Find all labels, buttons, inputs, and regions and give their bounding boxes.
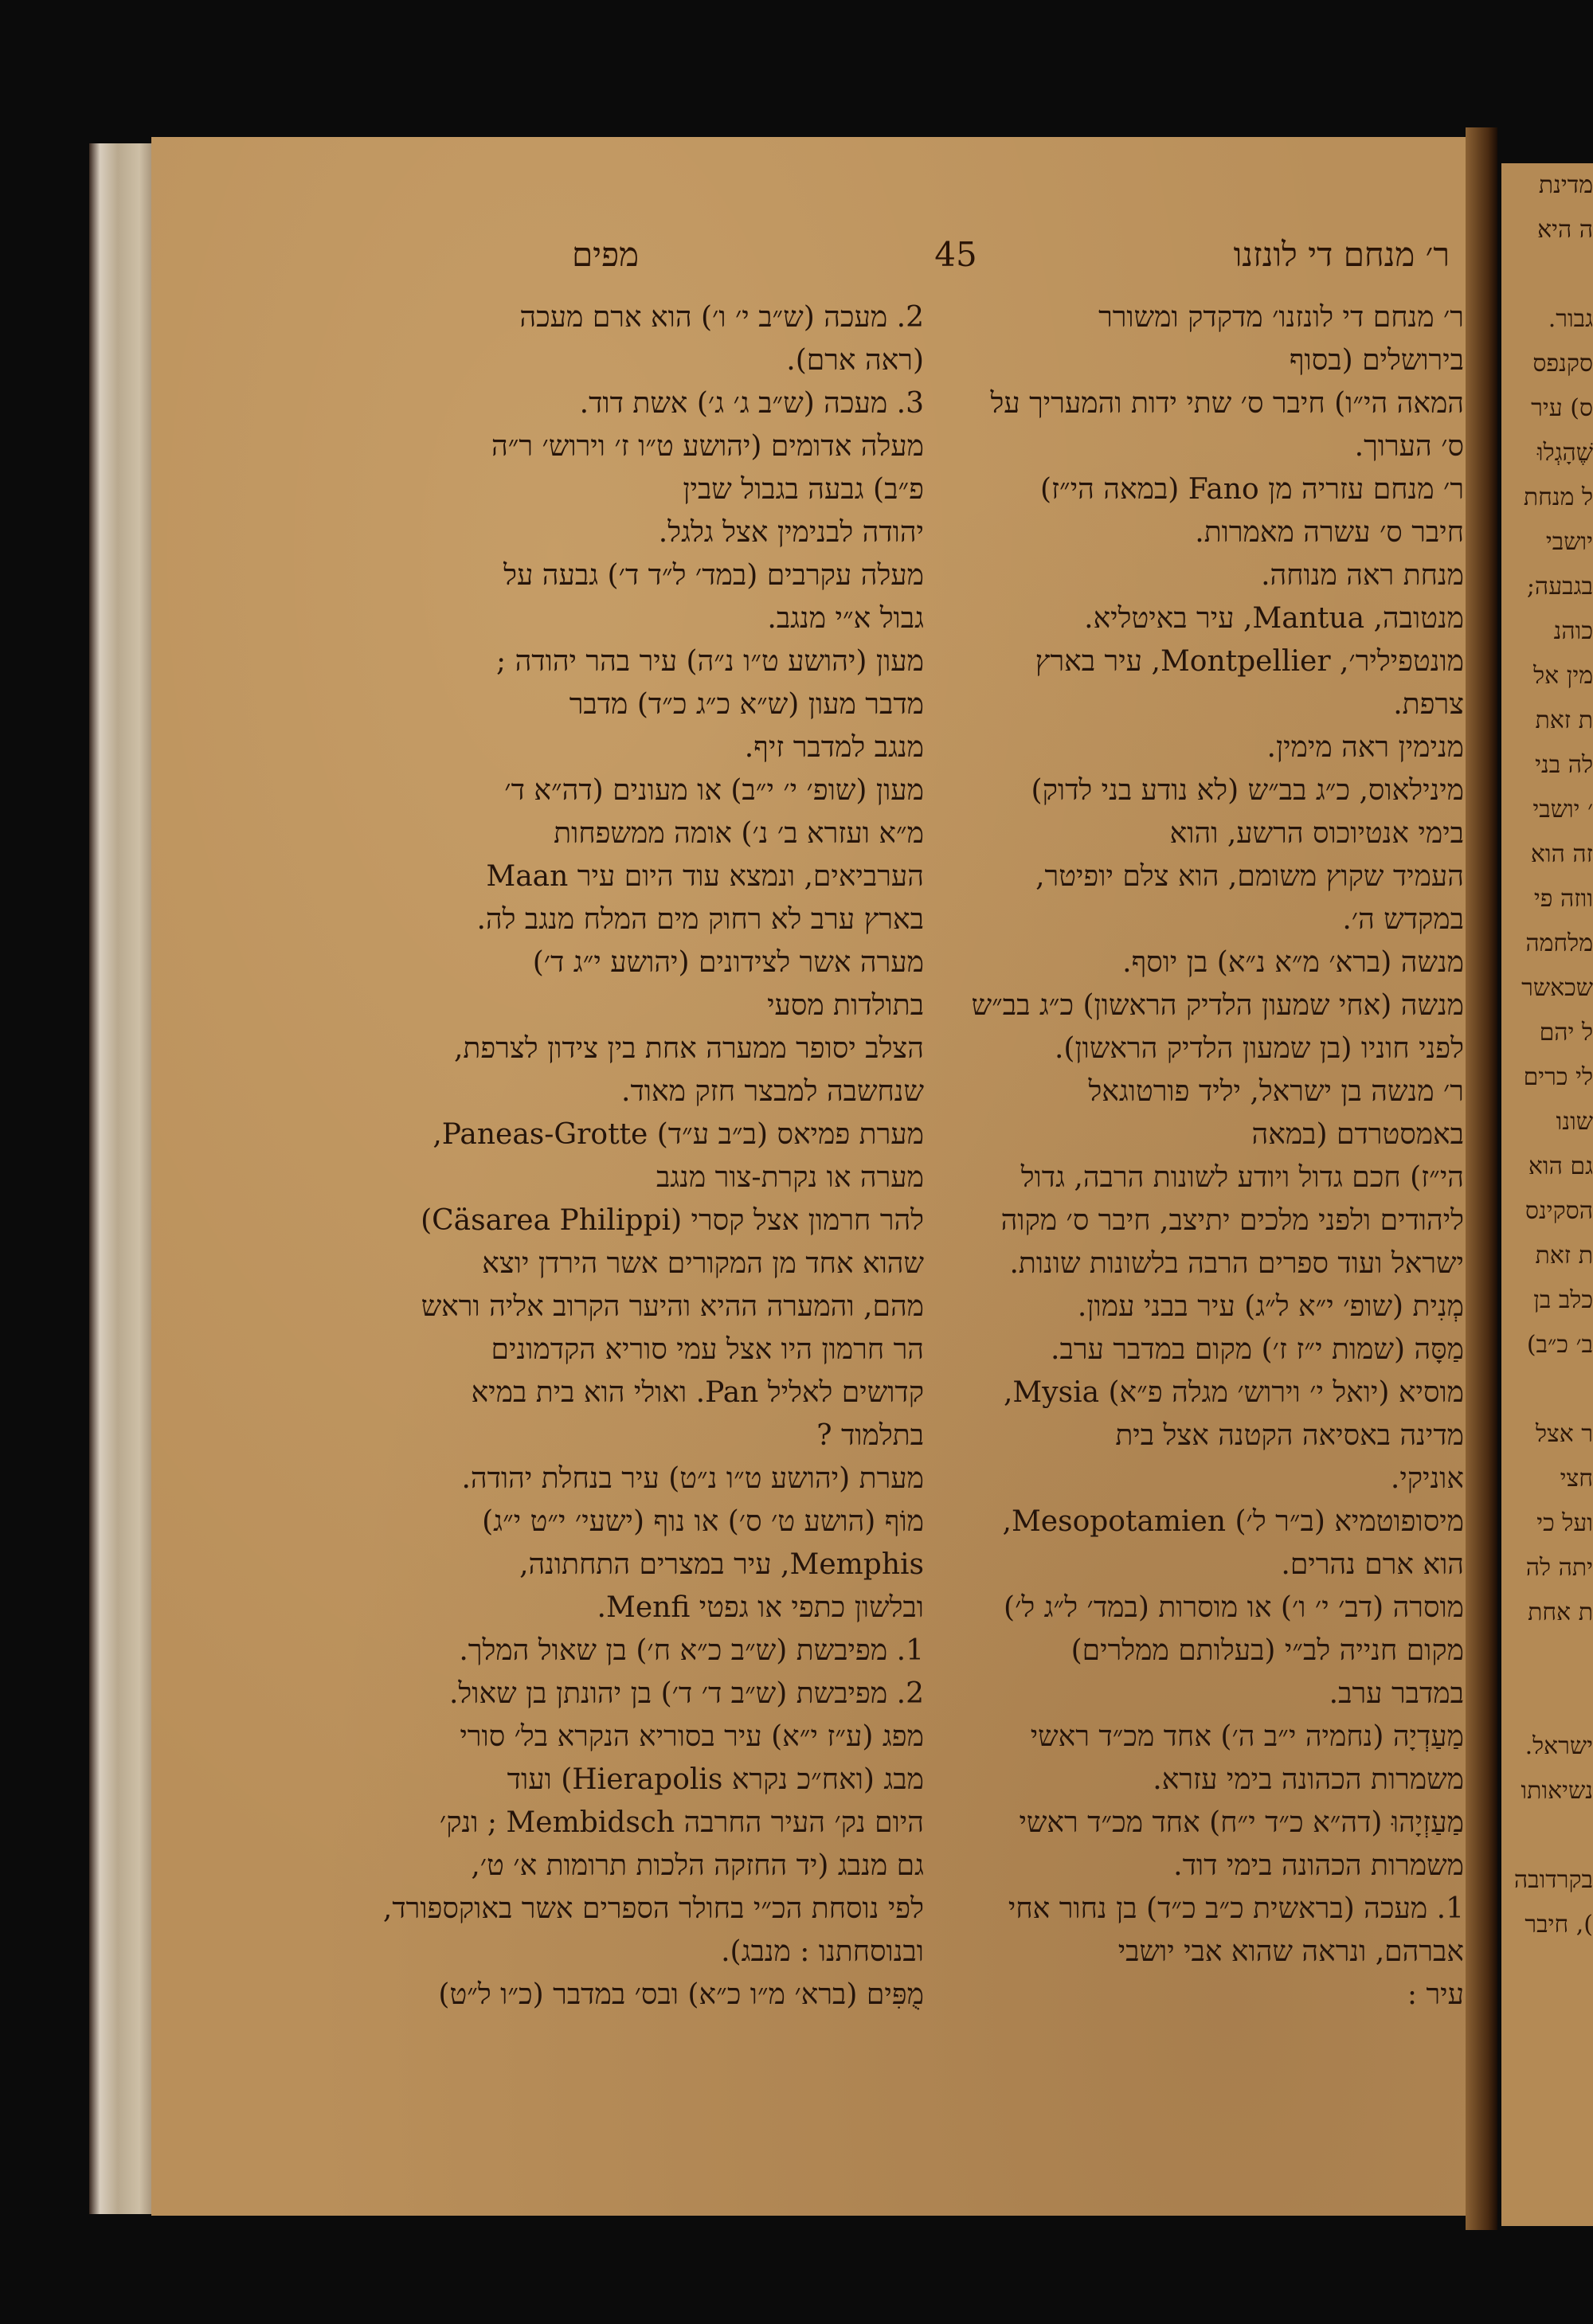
text-line: גם מנבג (יד החזקה הלכות תרומות א׳ ט׳, bbox=[471, 1849, 924, 1882]
text-line: ל מנחת bbox=[1523, 483, 1593, 511]
text-line: 1. מעכה (בראשית כ״ב כ״ד) בן נחור אחי bbox=[1008, 1892, 1464, 1925]
text-line: מנשה (ברא׳ מ״א נ״א) בן יוסף. bbox=[1122, 946, 1464, 979]
text-line: Memphis, עיר במצרים התחתונה, bbox=[519, 1548, 924, 1581]
text-line: מנטובה, Mantua, עיר באיטליא. bbox=[1084, 602, 1464, 635]
text-line: ׳ יושבי bbox=[1532, 796, 1593, 824]
text-line: ר אצל bbox=[1535, 1420, 1593, 1448]
text-line: מקום חנייה לב״י (בעלותם ממלרים) bbox=[1070, 1634, 1464, 1667]
text-line: מַעַזְיָהוּ (דה״א כ״ד י״ח) אחד מכ״ד ראשי bbox=[1019, 1806, 1464, 1839]
text-line: מעון (יהושע ט״ו נ״ה) עיר בהר יהודה ; bbox=[496, 645, 924, 678]
text-line: הוא ארם נהרים. bbox=[1281, 1548, 1464, 1581]
text-line: ובנוסחתנו : מנבג). bbox=[721, 1935, 924, 1968]
text-line: שכאשר bbox=[1521, 974, 1593, 1002]
text-line: ועל כי bbox=[1536, 1509, 1593, 1537]
text-line: ישראל. bbox=[1525, 1732, 1593, 1760]
book-gutter bbox=[1466, 127, 1497, 2230]
text-line: ס׳ הערוך. bbox=[1354, 430, 1464, 463]
text-line: מערה אשר לצידונים (יהושע י״ג ד׳) bbox=[532, 946, 924, 979]
text-line: ובלשון כתפי או גפטי Menfi. bbox=[597, 1591, 924, 1624]
text-line: שנחשבה למבצר חזק מאוד. bbox=[621, 1075, 924, 1108]
text-line: משמרות הכהונה בימי דוד. bbox=[1173, 1849, 1464, 1882]
text-line: מַסָּה (שמות י״ז ז׳) מקום במדבר ערב. bbox=[1051, 1333, 1464, 1366]
text-line: הר חרמון היו אצל עמי סוריא הקדמונים bbox=[491, 1333, 924, 1366]
text-line: לפי נוסחת הכ״י בחולר הספרים אשר באוקספורד, bbox=[382, 1892, 924, 1925]
text-line: בקרדובה bbox=[1513, 1866, 1593, 1894]
text-line: אברהם, ונראה שהוא אבי יושבי bbox=[1117, 1935, 1464, 1968]
text-line: הסקינס bbox=[1525, 1197, 1593, 1225]
text-line: גבור. bbox=[1548, 305, 1593, 333]
text-line: מונטפיליר׳, Montpellier, עיר בארץ bbox=[1035, 645, 1464, 678]
text-line: מפג (ע״ז י״א) עיר בסוריא הנקרא בל׳ סורי bbox=[460, 1720, 924, 1753]
text-line: 1. מפיבשת (ש״ב כ״א ח׳) בן שאול המלך. bbox=[459, 1634, 924, 1667]
text-line: מנגב למדבר זיף. bbox=[744, 731, 924, 764]
text-line: היום נק׳ העיר החרבה Membidsch ; ונק׳ bbox=[439, 1806, 924, 1839]
text-line: זה הוא bbox=[1530, 840, 1593, 868]
text-line: ת זאת bbox=[1535, 1242, 1593, 1270]
text-line: כלב בן bbox=[1533, 1286, 1593, 1314]
text-line: חצי bbox=[1560, 1465, 1593, 1493]
text-line: מין אל bbox=[1533, 662, 1593, 690]
text-line: בגבעה; bbox=[1526, 573, 1593, 601]
text-line: מערה או נקרת-צור מנגב bbox=[656, 1161, 924, 1194]
right-column bbox=[890, 296, 1464, 2017]
text-line: עיר : bbox=[1407, 1978, 1464, 2011]
text-line: המאה הי״ו) חיבר ס׳ שתי ידות והמעריך על bbox=[990, 387, 1464, 420]
text-line: ר׳ מנחם עזריה מן Fano (במאה הי״ז) bbox=[1039, 473, 1464, 506]
page-edge bbox=[89, 143, 161, 2214]
text-line: מְנִית (שופ׳ י״א ל״ג) עיר בבני עמון. bbox=[1077, 1290, 1464, 1323]
text-line: קדושים לאליל Pan. ואולי הוא בית במיא bbox=[471, 1376, 924, 1409]
text-line: מוסיא (יואל י׳ וירוש׳ מגלה פ״א) Mysia, bbox=[1003, 1376, 1464, 1409]
text-line: מלחמה bbox=[1525, 929, 1593, 957]
text-line: צרפת. bbox=[1393, 688, 1464, 721]
text-line: העמיד שקוץ משומם, הוא צלם יופיטר, bbox=[1035, 860, 1464, 893]
text-line: ת זאת bbox=[1535, 706, 1593, 734]
text-line: אוניקי. bbox=[1390, 1462, 1464, 1495]
text-line: ר׳ מנחם די לונזנו׳ מדקדק ומשורר bbox=[1098, 301, 1464, 334]
text-line: חיבר ס׳ עשרה מאמרות. bbox=[1195, 516, 1464, 549]
page-number: 45 bbox=[934, 235, 977, 274]
text-line: ישראל ועוד ספרים הרבה בלשונות שונות. bbox=[1009, 1247, 1464, 1280]
text-line: ווזה פי bbox=[1533, 885, 1593, 913]
text-line: מעון (שופ׳ י׳ י״ב) או מעונים (דה״א ד׳ bbox=[504, 774, 924, 807]
text-line bbox=[1501, 1680, 1593, 1724]
text-line: לי כרים bbox=[1523, 1063, 1593, 1091]
text-line: בתלמוד ? bbox=[816, 1419, 924, 1452]
text-line: מהם, והמערה ההיא והיער הקרוב אליה וראש bbox=[421, 1290, 924, 1323]
text-line: מֻפִּים (ברא׳ מ״ו כ״א) ובס׳ במדבר (כ״ו ל״ט) bbox=[438, 1978, 924, 2011]
text-line bbox=[1501, 1367, 1593, 1412]
text-line: במדבר ערב. bbox=[1329, 1677, 1464, 1710]
text-line: מנימין ראה מימין. bbox=[1266, 731, 1464, 764]
text-line bbox=[1501, 252, 1593, 297]
text-line: מ״א ועזרא ב׳ נ׳) אומה ממשפחות bbox=[554, 817, 924, 850]
text-line: נשיאותו bbox=[1521, 1777, 1593, 1805]
text-line: כוהנ bbox=[1553, 617, 1593, 645]
text-line: מערת (יהושע ט״ו נ״ט) עיר בנחלת יהודה. bbox=[461, 1462, 924, 1495]
text-line: מדבר מעון (ש״א כ״ג כ״ד) מדבר bbox=[569, 688, 924, 721]
text-line: להר חרמון אצל קסרי (Cäsarea Philippi) bbox=[421, 1204, 924, 1237]
text-line bbox=[1501, 1813, 1593, 1858]
text-line: לה בני bbox=[1535, 751, 1593, 779]
text-line: גבול א״י מנגב. bbox=[767, 602, 924, 635]
text-line: 2. מעכה (ש״ב י׳ ו׳) הוא ארם מעכה bbox=[519, 301, 924, 334]
text-line: לפני חוניו (בן שמעון הלדיק הראשון). bbox=[1054, 1032, 1464, 1065]
text-line: שֶׁהָגְלוּ bbox=[1536, 439, 1593, 467]
text-line: משמרות הכהונה בימי עזרא. bbox=[1153, 1763, 1464, 1796]
text-line: מיסופוטמיא (ב״ר ל׳) Mesopotamien, bbox=[1002, 1505, 1464, 1538]
text-line: ת אחת bbox=[1528, 1598, 1593, 1626]
text-line: מנשה (אחי שמעון הלדיק הראשון) כ״ג בב״ש bbox=[971, 989, 1464, 1022]
text-line: פ״ב) גבעה בגבול שבין bbox=[683, 473, 924, 506]
text-line: יתה לה bbox=[1525, 1554, 1593, 1582]
text-line: בתולדות מסעי bbox=[767, 989, 924, 1022]
text-line: מוֹף (הושע ט׳ ס׳) או נוף (ישעי׳ י״ט י״ג) bbox=[482, 1505, 924, 1538]
text-line: יושבי bbox=[1545, 528, 1593, 556]
text-line: שונו bbox=[1556, 1108, 1593, 1136]
text-line: מינילאוס, כ״ג בב״ש (לא נודע בני לדוק) bbox=[1031, 774, 1464, 807]
text-line: ב׳ כ״ב) bbox=[1526, 1331, 1593, 1359]
text-line: מערת פמיאס (ב״ב ע״ד) Paneas-Grotte, bbox=[432, 1118, 924, 1151]
text-line: 2. מפיבשת (ש״ב ד׳ ד׳) בן יהונתן בן שאול. bbox=[448, 1677, 924, 1710]
text-line: הצלב יסופר ממערה אחת בין צידון לצרפת, bbox=[453, 1032, 924, 1065]
text-line: שהוא אחד מן המקורים אשר הירדן יוצא bbox=[482, 1247, 924, 1280]
text-line: מדינת bbox=[1538, 171, 1593, 199]
text-line: סקנפס bbox=[1532, 350, 1593, 378]
text-line: יהודה לבנימין אצל גלגל. bbox=[658, 516, 924, 549]
text-line: בירושלים (בסוף bbox=[1289, 344, 1464, 377]
running-head-left: מפים bbox=[571, 235, 640, 274]
text-line: מעלה עקרבים (במד׳ ל״ד ד׳) גבעה על bbox=[503, 559, 924, 592]
text-line: ר׳ מנשה בן ישראל, יליד פורטוגאל bbox=[1088, 1075, 1464, 1108]
text-line: 3. מעכה (ש״ב ג׳ ג׳) אשת דוד. bbox=[579, 387, 924, 420]
text-line: ), חיבר bbox=[1525, 1911, 1593, 1939]
text-line: ליהודים ולפני מלכים יתיצב, חיבר ס׳ מקוה bbox=[1000, 1204, 1464, 1237]
text-line: ל יהם bbox=[1539, 1019, 1593, 1047]
text-line: מבג (ואח״כ נקרא Hierapolis) ועוד bbox=[507, 1763, 924, 1796]
text-line: מעלה אדומים (יהושע ט״ו ז׳ וירוש׳ ר״ה bbox=[491, 430, 924, 463]
text-line: באמסטרדם (במאה bbox=[1251, 1118, 1464, 1151]
text-line: מוסרה (דב׳ י׳ ו׳) או מוסרות (במד׳ ל״ג ל׳) bbox=[1004, 1591, 1464, 1624]
text-line: גם הוא bbox=[1528, 1152, 1593, 1180]
text-line: ה היא bbox=[1537, 216, 1593, 244]
text-line: ס) עיר bbox=[1531, 394, 1593, 422]
text-line: הערביאים, ונמצא עוד היום עיר Maan bbox=[486, 860, 924, 893]
text-line: (ראה ארם). bbox=[786, 344, 924, 377]
left-column bbox=[350, 296, 924, 2017]
text-line: מדינה באסיאה הקטנה אצל בית bbox=[1115, 1419, 1464, 1452]
text-line: מנחת ראה מנוחה. bbox=[1261, 559, 1464, 592]
text-line: במקדש ה׳. bbox=[1342, 903, 1464, 936]
text-line: הי״ז) חכם גדול ויודע לשונות הרבה, גדול bbox=[1020, 1161, 1464, 1194]
next-page-strip bbox=[1501, 163, 1593, 2226]
running-head-right: ר׳ מנחם די לונזנו bbox=[1233, 235, 1450, 274]
text-line: בימי אנטיוכוס הרשע, והוא bbox=[1169, 817, 1464, 850]
text-line bbox=[1501, 1635, 1593, 1680]
text-line: מַעַדְיָה (נחמיה י״ב ה׳) אחד מכ״ד ראשי bbox=[1030, 1720, 1464, 1753]
text-line: בארץ ערב לא רחוק מים המלח מנגב לה. bbox=[476, 903, 924, 936]
